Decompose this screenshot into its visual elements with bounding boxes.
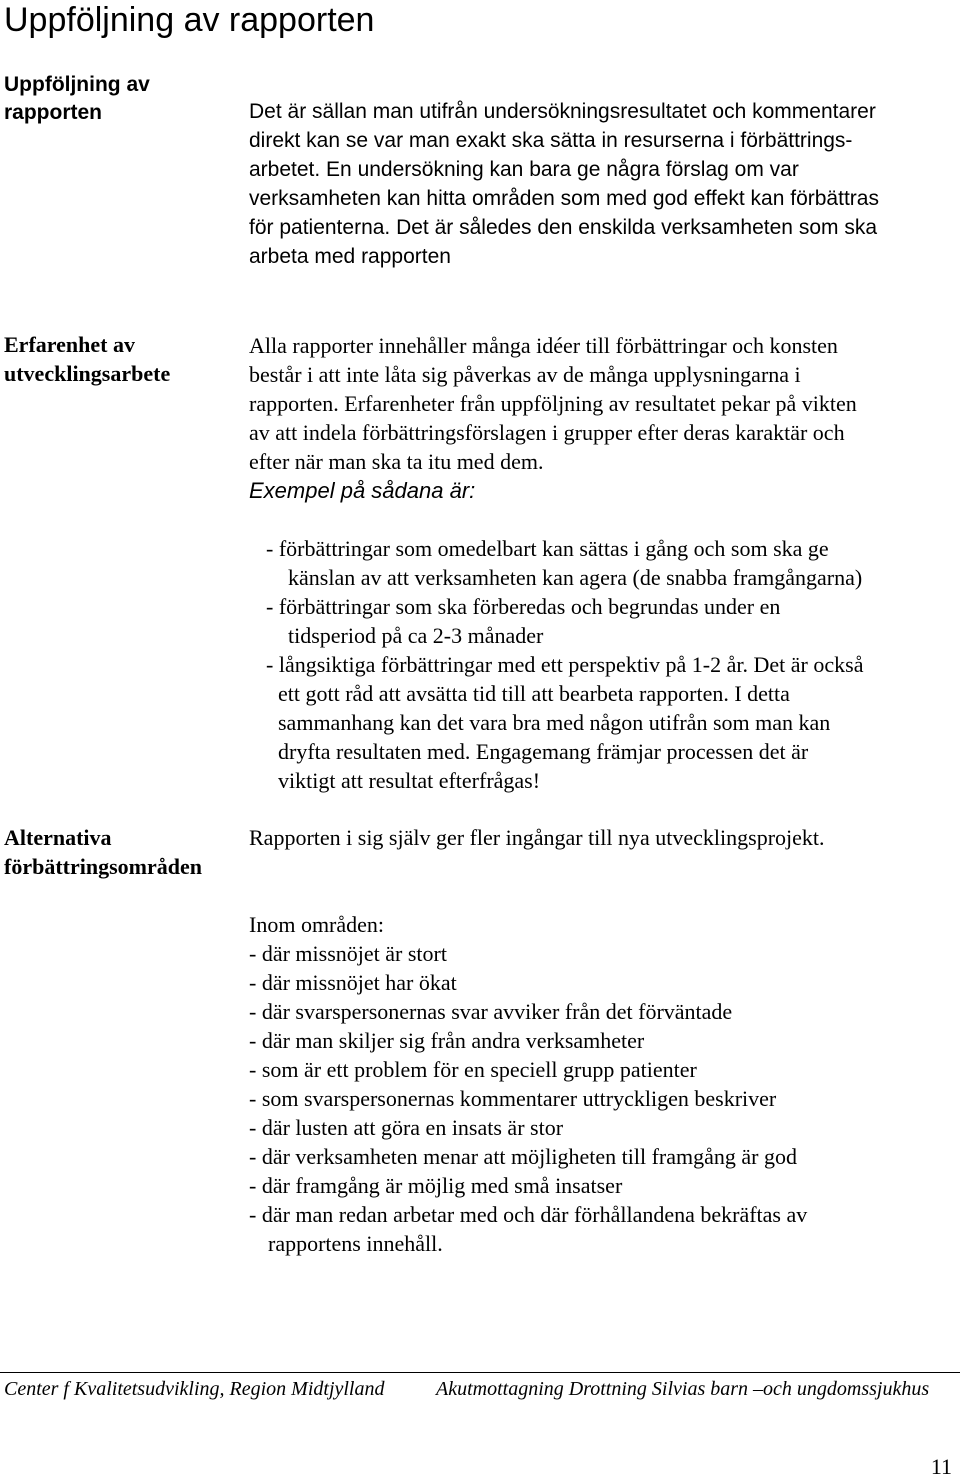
bullet-line: - förbättringar som omedelbart kan sättas i gång och som ska ge [266, 536, 829, 561]
list-item: - där man redan arbetar med och där förhållandena bekräftas av [249, 1202, 808, 1227]
body-line: består i att inte låta sig påverkas av de många upplysningarna i [249, 362, 801, 387]
section-body-erfarenhet [249, 331, 949, 505]
section-body-uppfoljning [249, 97, 949, 271]
heading-line: utvecklingsarbete [4, 361, 171, 386]
heading-line: förbättringsområden [4, 854, 202, 879]
bullet-line: viktigt att resultat efterfrågas! [278, 768, 541, 793]
heading-line: Uppföljning av [4, 73, 150, 96]
page-number: 11 [930, 1454, 952, 1479]
areas-list [249, 910, 949, 1258]
body-line: för patienterna. Det är således den enskilda verksamheten som ska [249, 216, 878, 239]
list-item: - där framgång är möjlig med små insatser [249, 1173, 623, 1198]
section-heading-erfarenhet [4, 330, 170, 388]
footer-divider [0, 1372, 960, 1373]
body-line: direkt kan se var man exakt ska sätta in resurserna i förbättrings- [249, 129, 853, 152]
list-item: - där svarspersonernas svar avviker från det förväntade [249, 999, 733, 1024]
body-line: Alla rapporter innehåller många idéer till förbättringar och konsten [249, 333, 838, 358]
bullet-line: ett gott råd att avsätta tid till att bearbeta rapporten. I detta [278, 681, 790, 706]
list-item: - där verksamheten menar att möjligheten till framgång är god [249, 1144, 797, 1169]
body-line: Det är sällan man utifrån undersökningsresultatet och kommentarer [249, 100, 876, 123]
body-line: verksamheten kan hitta områden som med god effekt kan förbättras [249, 187, 879, 210]
bullet-line: känslan av att verksamheten kan agera (de snabba framgångarna) [288, 565, 863, 590]
heading-line: Alternativa [4, 825, 112, 850]
page-title: Uppföljning av rapporten [4, 1, 375, 39]
body-line: rapporten. Erfarenheter från uppföljning av resultatet pekar på vikten [249, 391, 857, 416]
body-line: arbetet. En undersökning kan bara ge några förslag om var [249, 158, 799, 181]
intro-line: Rapporten i sig själv ger fler ingångar till nya utvecklingsprojekt. [249, 825, 825, 850]
areas-list-title: Inom områden: [249, 912, 385, 937]
body-line: av att indela förbättringsförslagen i grupper efter deras karaktär och [249, 420, 845, 445]
body-line: efter när man ska ta itu med dem. [249, 449, 544, 474]
heading-line: Erfarenhet av [4, 332, 135, 357]
list-item: - där missnöjet har ökat [249, 970, 457, 995]
list-item: - där man skiljer sig från andra verksamheter [249, 1028, 645, 1053]
example-label: Exempel på sådana är: [249, 478, 476, 503]
section-intro-alternativa [249, 823, 949, 852]
example-bullets [266, 534, 960, 795]
section-heading-alternativa [4, 823, 202, 881]
footer-left-text: Center f Kvalitetsudvikling, Region Midtjylland [4, 1378, 385, 1400]
list-item: - där lusten att göra en insats är stor [249, 1115, 564, 1140]
bullet-line: sammanhang kan det vara bra med någon utifrån som man kan [278, 710, 831, 735]
list-item-continuation: rapportens innehåll. [268, 1231, 443, 1256]
section-heading-uppfoljning [4, 71, 150, 127]
list-item: - som svarspersonernas kommentarer uttryckligen beskriver [249, 1086, 777, 1111]
heading-line: rapporten [4, 101, 103, 124]
bullet-line: tidsperiod på ca 2-3 månader [288, 623, 544, 648]
footer-right-text: Akutmottagning Drottning Silvias barn –och ungdomssjukhus [436, 1378, 930, 1400]
bullet-line: dryfta resultaten med. Engagemang främjar processen det är [278, 739, 809, 764]
list-item: - som är ett problem för en speciell grupp patienter [249, 1057, 697, 1082]
list-item: - där missnöjet är stort [249, 941, 447, 966]
body-line: arbeta med rapporten [249, 245, 451, 268]
bullet-line: - långsiktiga förbättringar med ett perspektiv på 1-2 år. Det är också [266, 652, 864, 677]
bullet-line: - förbättringar som ska förberedas och begrundas under en [266, 594, 781, 619]
